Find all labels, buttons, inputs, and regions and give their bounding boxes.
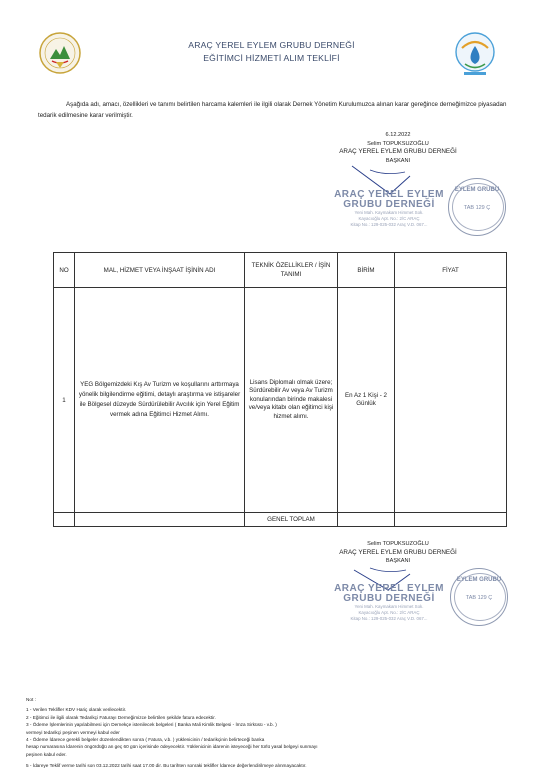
note-item: 2 - Eğitimci ile ilgili olarak Tedarikçi Faturayı Derneğimizce belirtilen şekilde fatura edecektir. <box>26 714 216 720</box>
notes-section <box>26 696 516 770</box>
note-item: vermeyi tedarikçi peşinen vermeyi kabul eder <box>26 729 120 735</box>
signature-role: BAŞKANI <box>385 157 411 164</box>
total-label: GENEL TOPLAM <box>245 513 338 527</box>
signature-name: Selim TOPUKSUZOĞLU <box>367 140 429 147</box>
note-item: peşinen kabul eder. <box>26 751 67 757</box>
bottom-signature-role: BAŞKANI <box>385 558 411 564</box>
row-tech: Lisans Diplomalı olmak üzere; Sürdürebilir Av veya Av Turizm konularından birinde makalesi ve/veya kitabı olan eğitimci kişi hizmet alımı. <box>245 288 338 513</box>
header-tech: TEKNİK ÖZELLİKLER / İŞİN TANIMI <box>245 253 338 288</box>
notes-title: Not : <box>26 697 36 702</box>
note-item: hesap numarasına İdarenin öngördüğü an geç 60 gün içerisinde ödeyecektir. Yüklenicinin idarenin isteyeceği her türlü yasal belgeyi sunmayı <box>26 744 318 750</box>
row-price <box>395 288 507 513</box>
offer-table <box>53 252 507 527</box>
signature-date: 6.12.2022 <box>385 132 411 138</box>
intro-paragraph: Aşağıda adı, amacı, özellikleri ve tanımı belirtilen harcama kalemleri ile ilgili olarak Dernek Yönetim Kurulumuzca alınan karar gereğince derneğimizce piyasadan tedarik edilmesine karar verilmiştir. <box>38 101 507 119</box>
note-item: 5 - İdareye Teklif verme tarihi son 03.12.2022 tarihi saat 17.00 dir. Bu tarihten sonraki teklifler İdarece değerlendirilmeye alınmayacaktır. <box>26 763 307 769</box>
table-row <box>54 288 507 513</box>
bottom-signature <box>338 540 458 566</box>
row-unit: En Az 1 Kişi - 2 Günlük <box>338 288 395 513</box>
document-title-line1: ARAÇ YEREL EYLEM GRUBU DERNEĞİ <box>188 40 355 50</box>
document-title-line2: EĞİTİMCİ HİZMETİ ALIM TEKLİFİ <box>203 53 340 63</box>
bottom-signature-name: Selim TOPUKSUZOĞLU <box>367 541 429 547</box>
signature-org: ARAÇ YEREL EYLEM GRUBU DERNEĞİ <box>339 148 457 155</box>
header-item: MAL, HİZMET VEYA İNŞAAT İŞİNİN ADI <box>75 253 245 288</box>
note-item: 3 - Ödeme İşlemlerinin yapılabilmesi için Dernekçe istenilecek belgeleri ( Banka Mali Kimlik Belgesi - İmza Sirküsü - v.b. ) <box>26 722 277 728</box>
row-item: YEG Bölgemizdeki Kış Av Turizm ve koşullarını arttırmaya yönelik bilgilendirme eğitimi, detaylı araştırma ve istişareler ile Bölgesel düzeyde Sürdürülebilir Avcılık için Yerel Eğitim vermek adına Eğitimci Hizmet Alımı. <box>75 288 245 513</box>
bottom-organization-stamp: ARAÇ YEREL EYLEM GRUBU DERNEĞİ Yeni Mah. Kaymakam Himmet Sok. Kayacıoğlu Apt. No.: 2/C ARAÇ Kitap No.: 129-025-032 Araç V.D. 067... <box>334 583 444 621</box>
header-price: FİYAT <box>395 253 507 288</box>
bottom-signature-org: ARAÇ YEREL EYLEM GRUBU DERNEĞİ <box>339 548 457 556</box>
row-no: 1 <box>54 288 75 513</box>
total-value <box>395 513 507 527</box>
header-no: NO <box>54 253 75 288</box>
header-unit: BİRİM <box>338 253 395 288</box>
bottom-round-seal: EYLEM GRUBU TAB 129 Ç <box>450 568 508 626</box>
round-seal: EYLEM GRUBU TAB 129 Ç <box>448 178 506 236</box>
organization-stamp: ARAÇ YEREL EYLEM GRUBU DERNEĞİ Yeni Mah. Kaymakam Himmet Sok. Kayacıoğlu Apt. No.: 2/C ARAÇ Kitap No.: 129-025-032 Araç V.D. 067... <box>334 189 444 227</box>
note-item: 1 - Verilen Teklifler KDV Hariç olarak verilecektir. <box>26 707 127 713</box>
table-header-row <box>54 253 507 288</box>
note-item: 4 - Ödeme İdarece gerekli belgeler düzenlendikten sonra ( Fatura, v.b. ) yüklenicinin / tedarikçinin belirteceği banka <box>26 737 265 743</box>
top-signature <box>338 131 458 165</box>
total-row <box>54 513 507 527</box>
